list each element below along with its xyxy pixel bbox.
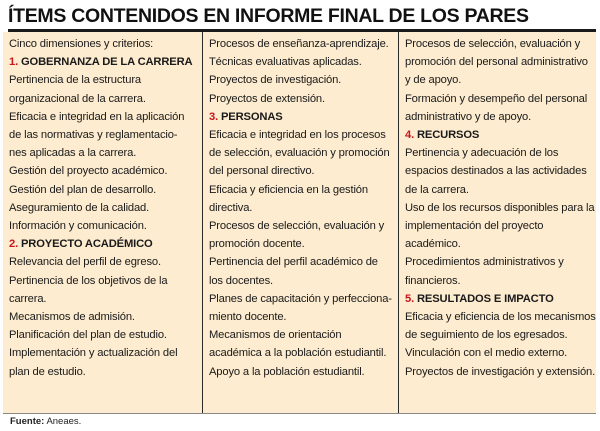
criterion-line: de seguimiento de los egresados. xyxy=(405,329,568,342)
criterion-line: promoción del personal administrativo xyxy=(405,56,588,69)
criterion-line: Pertinencia del perfil académico de xyxy=(209,256,378,269)
criterion-line: directiva. xyxy=(209,201,253,214)
section-heading xyxy=(9,53,198,71)
criterion-line: Apoyo a la población estudiantil. xyxy=(209,365,365,378)
criterion-line: Pertinencia de la estructura xyxy=(9,74,141,87)
source-credit xyxy=(10,415,81,429)
section-number: 3. xyxy=(209,110,219,123)
section-heading-text: RESULTADOS E IMPACTO xyxy=(417,292,554,305)
criterion-line: espacios destinados a las actividades xyxy=(405,165,587,178)
criterion-line: Relevancia del perfil de egreso. xyxy=(9,256,161,269)
items-table xyxy=(3,32,596,414)
column-intro: Cinco dimensiones y criterios: xyxy=(9,38,154,50)
criterion-line: Eficacia e integridad en la aplicación xyxy=(9,110,185,123)
criterion-line: del personal directivo. xyxy=(209,165,315,178)
criterion-line: Pertinencia de los objetivos de la xyxy=(9,274,168,287)
criterion-line: Gestión del plan de desarrollo. xyxy=(9,183,157,196)
criterion-line: Información y comunicación. xyxy=(9,220,147,233)
section-heading-text: PROYECTO ACADÉMICO xyxy=(21,238,153,251)
section-number: 2. xyxy=(9,238,19,251)
criterion-line: Procesos de selección, evaluación y xyxy=(209,220,385,233)
section-heading xyxy=(209,108,394,126)
column-3 xyxy=(398,32,596,413)
criterion-line: Vinculación con el medio externo. xyxy=(405,347,568,360)
section-heading xyxy=(405,290,592,308)
criterion-line: Mecanismos de admisión. xyxy=(9,311,135,324)
section-heading-text: RECURSOS xyxy=(417,129,480,142)
criterion-line: académico. xyxy=(405,238,461,251)
page-title: ÍTEMS CONTENIDOS EN INFORME FINAL DE LOS PARES xyxy=(8,5,529,27)
criterion-line: Técnicas evaluativas aplicadas. xyxy=(209,56,362,69)
section-heading-text: PERSONAS xyxy=(221,110,283,123)
criterion-line: Procesos de selección, evaluación y xyxy=(405,38,581,50)
criterion-line: Proyectos de investigación. xyxy=(209,74,342,87)
column-2 xyxy=(202,32,398,413)
criterion-line: Mecanismos de orientación xyxy=(209,329,342,342)
section-number: 1. xyxy=(9,56,19,69)
criterion-line: de selección, evaluación y promoción xyxy=(209,147,390,160)
criterion-line: promoción docente. xyxy=(209,238,305,251)
criterion-line: Pertinencia y adecuación de los xyxy=(405,147,559,160)
criterion-line: miento docente. xyxy=(209,311,287,324)
section-number: 4. xyxy=(405,129,415,142)
criterion-line: Eficacia y eficiencia en la gestión xyxy=(209,183,368,196)
section-heading xyxy=(405,126,592,144)
criterion-line: Eficacia e integridad en los procesos xyxy=(209,129,386,142)
section-number: 5. xyxy=(405,292,415,305)
criterion-line: Uso de los recursos disponibles para la xyxy=(405,201,595,214)
criterion-line: de la carrera. xyxy=(405,183,469,196)
criterion-line: y de apoyo. xyxy=(405,74,462,87)
criterion-line: Eficacia y eficiencia de los mecanismos xyxy=(405,311,596,324)
section-heading-text: GOBERNANZA DE LA CARRERA xyxy=(21,56,193,69)
criterion-line: Proyectos de investigación y extensión. xyxy=(405,365,596,378)
criterion-line: académica a la población estudiantil. xyxy=(209,347,387,360)
source-label: Fuente: xyxy=(10,416,45,427)
criterion-line: Implementación y actualización del xyxy=(9,347,178,360)
criterion-line: financieros. xyxy=(405,274,461,287)
criterion-line: de las normativas y reglamentacio- xyxy=(9,129,178,142)
criterion-line: organizacional de la carrera. xyxy=(9,92,146,105)
section-heading xyxy=(9,235,198,253)
criterion-line: nes aplicadas a la carrera. xyxy=(9,147,137,160)
criterion-line: carrera. xyxy=(9,292,47,305)
criterion-line: Formación y desempeño del personal xyxy=(405,92,588,105)
criterion-line: Planificación del plan de estudio. xyxy=(9,329,167,342)
criterion-line: implementación del proyecto xyxy=(405,220,544,233)
criterion-line: los docentes. xyxy=(209,274,273,287)
criterion-line: Planes de capacitación y perfecciona- xyxy=(209,292,392,305)
criterion-line: plan de estudio. xyxy=(9,365,86,378)
criterion-line: Aseguramiento de la calidad. xyxy=(9,201,150,214)
column-1 xyxy=(3,32,202,413)
criterion-line: Proyectos de extensión. xyxy=(209,92,325,105)
criterion-line: administrativo y de apoyo. xyxy=(405,110,532,123)
criterion-line: Gestión del proyecto académico. xyxy=(9,165,168,178)
criterion-line: Procesos de enseñanza-aprendizaje. xyxy=(209,38,389,50)
criterion-line: Procedimientos administrativos y xyxy=(405,256,564,269)
source-value: Aneaes. xyxy=(46,416,82,427)
